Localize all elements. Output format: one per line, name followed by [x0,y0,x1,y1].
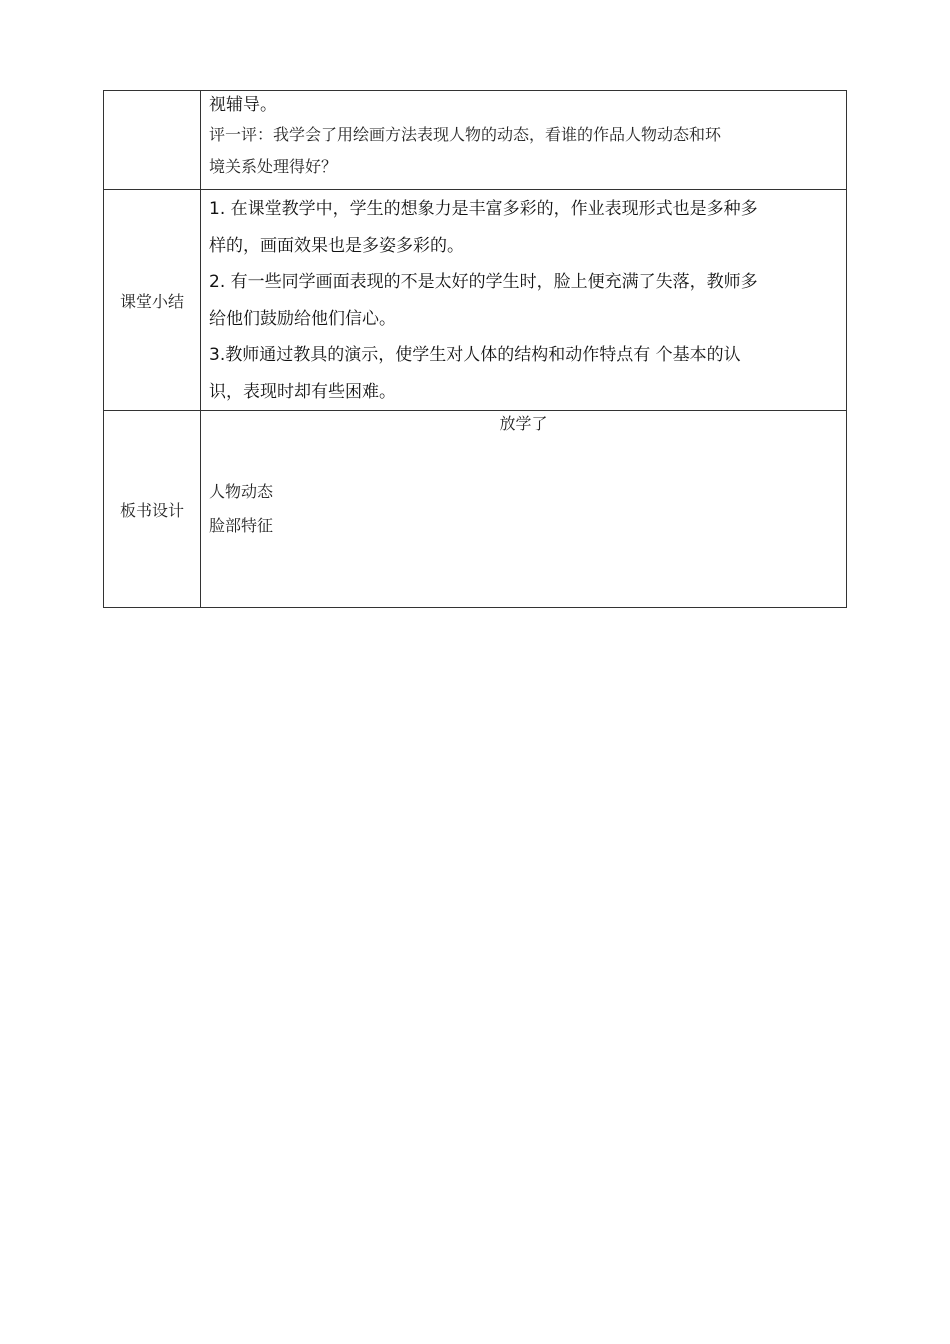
summary-line: 2. 有一些同学画面表现的不是太好的学生时，脸上便充满了失落，教师多 [209,272,758,292]
row-label-cell [104,91,201,190]
board-item: 脸部特征 [209,516,274,535]
summary-line: 识，表现时却有些困难。 [209,381,396,402]
row-content-cell [201,91,847,190]
board-items [209,475,838,543]
row-label-cell [104,411,201,608]
row-content-cell [201,190,847,411]
row-label-board-design: 板书设计 [119,500,184,520]
summary-line: 给他们鼓励给他们信心。 [209,308,396,329]
lesson-plan-table [103,90,847,608]
table-row [104,91,847,190]
row-label-cell [104,190,201,411]
row-content-cell [201,411,847,608]
board-title: 放学了 [499,414,548,433]
board-item: 人物动态 [209,482,274,501]
summary-line: 1. 在课堂教学中，学生的想象力是丰富多彩的，作业表现形式也是多种多 [209,199,758,219]
content-line: 境关系处理得好？ [209,157,338,176]
table-row [104,190,847,411]
content-line: 评一评：我学会了用绘画方法表现人物的动态，看谁的作品人物动态和环 [209,125,722,144]
summary-line: 3.教师通过教具的演示，使学生对人体的结构和动作特点有 个基本的认 [209,345,741,365]
content-line: 视辅导。 [209,95,277,115]
table-row [104,411,847,608]
summary-line: 样的，画面效果也是多姿多彩的。 [209,235,464,256]
row-label-summary: 课堂小结 [119,291,184,311]
